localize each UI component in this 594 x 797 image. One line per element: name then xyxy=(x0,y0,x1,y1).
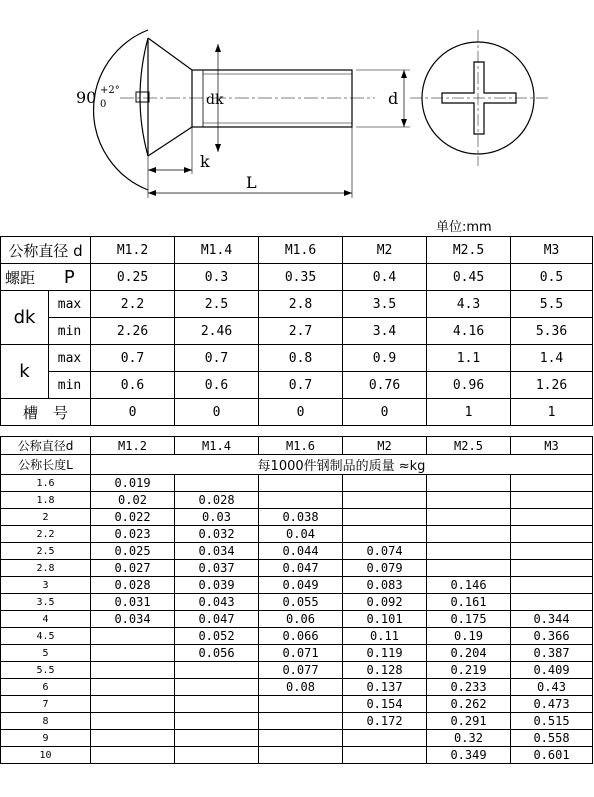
mass-cell xyxy=(511,492,593,509)
mass-cell xyxy=(343,509,427,526)
mass-cell xyxy=(427,509,511,526)
mass-cell: 0.039 xyxy=(175,577,259,594)
table-cell: 2.2 xyxy=(91,291,175,318)
mass-cell xyxy=(511,594,593,611)
mass-cell: 0.047 xyxy=(175,611,259,628)
table-row xyxy=(1,594,593,611)
angle-tol-lower: 0 xyxy=(100,99,107,110)
dk-min-row xyxy=(1,318,593,345)
mass-cell: 0.027 xyxy=(91,560,175,577)
mass-cell: 0.043 xyxy=(175,594,259,611)
mass-cell: 0.023 xyxy=(91,526,175,543)
mass-cell: 0.558 xyxy=(511,730,593,747)
mass-cell xyxy=(427,492,511,509)
table-row xyxy=(1,526,593,543)
mass-cell xyxy=(259,696,343,713)
mass-cell: 0.473 xyxy=(511,696,593,713)
mass-cell xyxy=(175,696,259,713)
mass-cell: 0.11 xyxy=(343,628,427,645)
table-row xyxy=(1,492,593,509)
table-cell: 0.6 xyxy=(175,372,259,399)
mass-cell xyxy=(175,475,259,492)
table-cell: M3 xyxy=(511,237,593,264)
head-dome xyxy=(140,38,148,156)
table-row xyxy=(1,577,593,594)
mass-cell: 0.119 xyxy=(343,645,427,662)
mass-cell: 0.025 xyxy=(91,543,175,560)
mass-cell xyxy=(175,679,259,696)
table-cell: M1.2 xyxy=(91,437,175,455)
max-label: max xyxy=(49,345,91,372)
k-label: k xyxy=(200,152,210,171)
length-cell: 2 xyxy=(1,509,91,526)
mass-cell: 0.04 xyxy=(259,526,343,543)
mass-cell xyxy=(259,730,343,747)
mass-cell: 0.092 xyxy=(343,594,427,611)
max-label: max xyxy=(49,291,91,318)
mass-cell: 0.601 xyxy=(511,747,593,764)
table-cell: M2.5 xyxy=(427,437,511,455)
table-cell: 0.7 xyxy=(91,345,175,372)
mass-cell: 0.172 xyxy=(343,713,427,730)
mass-cell: 0.137 xyxy=(343,679,427,696)
mass-cell xyxy=(91,645,175,662)
table-row xyxy=(1,679,593,696)
mass-cell: 0.154 xyxy=(343,696,427,713)
mass-table xyxy=(0,436,593,764)
mass-cell: 0.387 xyxy=(511,645,593,662)
table-row xyxy=(1,611,593,628)
table-row xyxy=(1,645,593,662)
table-cell: 0.3 xyxy=(175,264,259,291)
mass-cell xyxy=(259,475,343,492)
table-cell: M3 xyxy=(511,437,593,455)
mass-cell: 0.022 xyxy=(91,509,175,526)
table-cell: 2.46 xyxy=(175,318,259,345)
table-row xyxy=(1,747,593,764)
mass-cell: 0.071 xyxy=(259,645,343,662)
mass-cell: 0.146 xyxy=(427,577,511,594)
mass-cell xyxy=(91,696,175,713)
pitch-row xyxy=(1,264,593,291)
table-cell: M2 xyxy=(343,437,427,455)
mass-cell: 0.055 xyxy=(259,594,343,611)
mass-cell xyxy=(511,509,593,526)
nominal-diameter-label: 公称直径d xyxy=(1,437,91,455)
pitch-symbol: P xyxy=(49,264,91,291)
length-cell: 2.2 xyxy=(1,526,91,543)
length-cell: 2.8 xyxy=(1,560,91,577)
length-cell: 6 xyxy=(1,679,91,696)
mass-size-header-row xyxy=(1,437,593,455)
mass-cell: 0.079 xyxy=(343,560,427,577)
table-cell: 4.16 xyxy=(427,318,511,345)
screw-technical-drawing xyxy=(0,0,594,215)
mass-cell xyxy=(259,747,343,764)
table-cell: 1.4 xyxy=(511,345,593,372)
mass-cell xyxy=(511,526,593,543)
table-cell: 1 xyxy=(511,399,593,426)
mass-cell xyxy=(511,560,593,577)
mass-cell xyxy=(91,679,175,696)
table-cell: 5.5 xyxy=(511,291,593,318)
table-cell: M1.6 xyxy=(259,237,343,264)
mass-cell xyxy=(343,526,427,543)
mass-cell: 0.344 xyxy=(511,611,593,628)
table-cell: M1.6 xyxy=(259,437,343,455)
table-cell: 5.36 xyxy=(511,318,593,345)
mass-cell: 0.262 xyxy=(427,696,511,713)
mass-cell: 0.233 xyxy=(427,679,511,696)
table-cell: 0 xyxy=(91,399,175,426)
nominal-diameter-label: 公称直径 d xyxy=(1,237,91,264)
mass-cell: 0.019 xyxy=(91,475,175,492)
mass-cell: 0.083 xyxy=(343,577,427,594)
mass-cell xyxy=(91,747,175,764)
mass-cell xyxy=(343,730,427,747)
table-row xyxy=(1,543,593,560)
slot-label: 槽 号 xyxy=(1,399,91,426)
mass-cell xyxy=(343,747,427,764)
table-cell: 1.26 xyxy=(511,372,593,399)
table-cell: M1.4 xyxy=(175,237,259,264)
k-min-row xyxy=(1,372,593,399)
table-cell: 0.6 xyxy=(91,372,175,399)
mass-cell xyxy=(427,543,511,560)
mass-cell xyxy=(343,492,427,509)
table-cell: 2.7 xyxy=(259,318,343,345)
mass-cell: 0.515 xyxy=(511,713,593,730)
dk-max-row xyxy=(1,291,593,318)
mass-cell xyxy=(511,543,593,560)
table-cell: 0.5 xyxy=(511,264,593,291)
length-cell: 3 xyxy=(1,577,91,594)
table-cell: M1.4 xyxy=(175,437,259,455)
table-row xyxy=(1,475,593,492)
table-cell: 1 xyxy=(427,399,511,426)
table-cell: 3.4 xyxy=(343,318,427,345)
dk-label: dk xyxy=(206,92,224,108)
mass-cell: 0.219 xyxy=(427,662,511,679)
pitch-label: 螺距 xyxy=(1,264,49,291)
mass-cell: 0.066 xyxy=(259,628,343,645)
mass-cell: 0.077 xyxy=(259,662,343,679)
table-cell: 4.3 xyxy=(427,291,511,318)
table-cell: M1.2 xyxy=(91,237,175,264)
mass-cell: 0.047 xyxy=(259,560,343,577)
mass-cell xyxy=(175,747,259,764)
unit-label: 单位:mm xyxy=(436,220,492,235)
mass-cell: 0.032 xyxy=(175,526,259,543)
mass-cell: 0.03 xyxy=(175,509,259,526)
length-cell: 8 xyxy=(1,713,91,730)
mass-cell xyxy=(343,475,427,492)
L-label: L xyxy=(246,173,257,192)
table-cell: 0.96 xyxy=(427,372,511,399)
mass-cell: 0.049 xyxy=(259,577,343,594)
mass-cell: 0.43 xyxy=(511,679,593,696)
mass-cell: 0.031 xyxy=(91,594,175,611)
min-label: min xyxy=(49,318,91,345)
min-label: min xyxy=(49,372,91,399)
mass-cell: 0.052 xyxy=(175,628,259,645)
mass-cell xyxy=(175,662,259,679)
table-cell: 0.9 xyxy=(343,345,427,372)
mass-cell xyxy=(511,577,593,594)
table-cell: 2.8 xyxy=(259,291,343,318)
mass-length-header-row xyxy=(1,455,593,475)
mass-cell xyxy=(259,713,343,730)
mass-cell: 0.028 xyxy=(91,577,175,594)
table-row xyxy=(1,509,593,526)
length-cell: 10 xyxy=(1,747,91,764)
mass-cell: 0.204 xyxy=(427,645,511,662)
angle-tol-upper: +2° xyxy=(100,85,120,96)
length-cell: 9 xyxy=(1,730,91,747)
table-cell: 0 xyxy=(259,399,343,426)
mass-description: 每1000件钢制品的质量 ≈kg xyxy=(91,455,593,475)
table-cell: 0.76 xyxy=(343,372,427,399)
mass-cell xyxy=(175,713,259,730)
length-cell: 4.5 xyxy=(1,628,91,645)
mass-cell: 0.366 xyxy=(511,628,593,645)
length-cell: 1.8 xyxy=(1,492,91,509)
length-cell: 5 xyxy=(1,645,91,662)
mass-cell: 0.32 xyxy=(427,730,511,747)
mass-cell xyxy=(91,662,175,679)
table-cell: 0 xyxy=(175,399,259,426)
mass-cell xyxy=(427,475,511,492)
mass-cell: 0.08 xyxy=(259,679,343,696)
mass-cell xyxy=(91,628,175,645)
table-cell: 2.26 xyxy=(91,318,175,345)
mass-cell xyxy=(511,475,593,492)
table-cell: 0.7 xyxy=(259,372,343,399)
table-cell: 2.5 xyxy=(175,291,259,318)
length-cell: 4 xyxy=(1,611,91,628)
table-cell: 0.4 xyxy=(343,264,427,291)
mass-cell: 0.291 xyxy=(427,713,511,730)
length-cell: 5.5 xyxy=(1,662,91,679)
k-max-row xyxy=(1,345,593,372)
table-cell: 1.1 xyxy=(427,345,511,372)
k-row-label: k xyxy=(1,345,49,399)
mass-cell: 0.175 xyxy=(427,611,511,628)
dimension-table xyxy=(0,236,593,426)
table-cell: 0.25 xyxy=(91,264,175,291)
table-cell: 0 xyxy=(343,399,427,426)
table-cell: 0.45 xyxy=(427,264,511,291)
nominal-length-label: 公称长度L xyxy=(1,455,91,475)
table-row xyxy=(1,713,593,730)
mass-cell xyxy=(427,560,511,577)
mass-cell: 0.19 xyxy=(427,628,511,645)
slot-row xyxy=(1,399,593,426)
mass-cell xyxy=(91,730,175,747)
mass-cell: 0.074 xyxy=(343,543,427,560)
mass-cell: 0.409 xyxy=(511,662,593,679)
mass-cell: 0.037 xyxy=(175,560,259,577)
mass-cell xyxy=(175,730,259,747)
mass-cell: 0.128 xyxy=(343,662,427,679)
mass-cell: 0.034 xyxy=(175,543,259,560)
dk-row-label: dk xyxy=(1,291,49,345)
mass-cell: 0.034 xyxy=(91,611,175,628)
mass-cell: 0.101 xyxy=(343,611,427,628)
table-row xyxy=(1,730,593,747)
table-row xyxy=(1,628,593,645)
table-cell: 3.5 xyxy=(343,291,427,318)
table-cell: M2.5 xyxy=(427,237,511,264)
mass-cell: 0.038 xyxy=(259,509,343,526)
table-cell: 0.8 xyxy=(259,345,343,372)
mass-cell: 0.028 xyxy=(175,492,259,509)
length-cell: 7 xyxy=(1,696,91,713)
length-cell: 1.6 xyxy=(1,475,91,492)
table-row xyxy=(1,696,593,713)
length-cell: 2.5 xyxy=(1,543,91,560)
length-cell: 3.5 xyxy=(1,594,91,611)
d-label: d xyxy=(388,89,399,108)
mass-cell: 0.044 xyxy=(259,543,343,560)
mass-cell: 0.06 xyxy=(259,611,343,628)
mass-cell xyxy=(427,526,511,543)
end-view xyxy=(410,30,548,166)
mass-cell: 0.349 xyxy=(427,747,511,764)
table-row xyxy=(1,662,593,679)
mass-cell: 0.056 xyxy=(175,645,259,662)
mass-cell: 0.02 xyxy=(91,492,175,509)
angle-label: 90 xyxy=(76,88,97,107)
table-cell: 0.35 xyxy=(259,264,343,291)
table-row xyxy=(1,560,593,577)
mass-cell xyxy=(91,713,175,730)
size-header-row xyxy=(1,237,593,264)
table-cell: 0.7 xyxy=(175,345,259,372)
mass-cell xyxy=(259,492,343,509)
mass-cell: 0.161 xyxy=(427,594,511,611)
table-cell: M2 xyxy=(343,237,427,264)
